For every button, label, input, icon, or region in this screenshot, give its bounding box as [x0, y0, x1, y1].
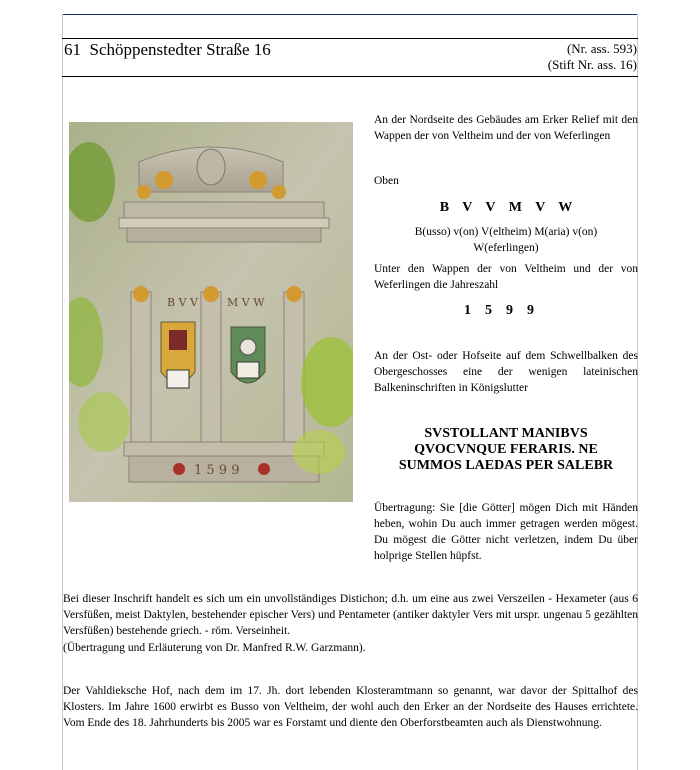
- top-rule: [62, 14, 638, 15]
- page-title: [64, 40, 271, 60]
- latin-line-1: SVSTOLLANT MANIBVS: [424, 426, 588, 441]
- relief-inscription-left: B V V: [167, 296, 198, 309]
- initials-explanation-line1: B(usso) v(on) V(eltheim) M(aria) v(on): [414, 226, 598, 238]
- assessment-numbers: [548, 41, 637, 73]
- paragraph-year-intro: Unter den Wappen der von Veltheim und der von Weferlingen die Jahreszahl: [374, 263, 638, 291]
- paragraph-east-side: An der Ost- oder Hofseite auf dem Schwellbalken des Obergeschosses eine der wenigen lateinischen Balkeninschriften in Königslutter: [374, 350, 638, 394]
- latin-inscription: [374, 426, 638, 474]
- relief-inscription-right: M V W: [227, 296, 265, 309]
- entry-number: 61: [64, 40, 81, 59]
- header-rule-bottom: [62, 76, 638, 77]
- initials-explanation-line2: W(eferlingen): [473, 242, 539, 254]
- latin-line-2: QVOCVNQUE FERARIS. NE: [414, 442, 598, 457]
- paragraph-north-side: An der Nordseite des Gebäudes am Erker Relief mit den Wappen der von Veltheim und der von Weferlingen: [374, 114, 638, 142]
- paragraph-attribution: (Übertragung und Erläuterung von Dr. Manfred R.W. Garzmann).: [63, 642, 366, 654]
- paragraph-translation: Übertragung: Sie [die Götter] mögen Dich mit Händen heben, wohin Du auch immer getragen werden mögest. Du mögest die Götter nicht verletzen, indem Du über holprige Stellen hüpfst.: [374, 502, 638, 562]
- ref-number: (Nr. ass. 593): [566, 41, 637, 56]
- page-border-left: [62, 14, 63, 770]
- relief-year-carving: 1 5 9 9: [194, 463, 240, 478]
- label-oben: Oben: [374, 175, 399, 187]
- header-rule-top: [62, 38, 638, 39]
- relief-photo: [69, 122, 353, 502]
- paragraph-history: Der Vahldieksche Hof, nach dem im 17. Jh. dort lebenden Klosteramtmann so genannt, war davor der Spittalhof des Klosters. Im Jahre 1600 erwirbt es Busso von Veltheim, der wohl auch den Erker an der Nordseite des Hauses errichtete. Vom Ende des 18. Jahrhunderts bis 2005 war es Forstamt und diente den Oberforstbeamten auch als Dienstwohnung.: [63, 685, 638, 729]
- stift-ref-number: (Stift Nr. ass. 16): [547, 57, 637, 72]
- initials-heading: B V V M V W: [439, 200, 573, 215]
- latin-line-3: SUMMOS LAEDAS PER SALEBR: [398, 458, 614, 473]
- paragraph-distichon: Bei dieser Inschrift handelt es sich um ein unvollständiges Distichon; d.h. um eine aus zwei Verszeilen - Hexameter (aus 6 Versfüßen, meist Daktylen, bestehender epischer Vers) und Pentameter (antiker daktyler Vers mit urspr. ungenau 5 gezählten Versfüßen) bestehende griech. - röm. Verseinheit.: [63, 593, 638, 637]
- initials-explanation: [374, 224, 638, 256]
- street-name: Schöppenstedter Straße 16: [89, 40, 271, 59]
- year-number: 1599: [464, 303, 548, 318]
